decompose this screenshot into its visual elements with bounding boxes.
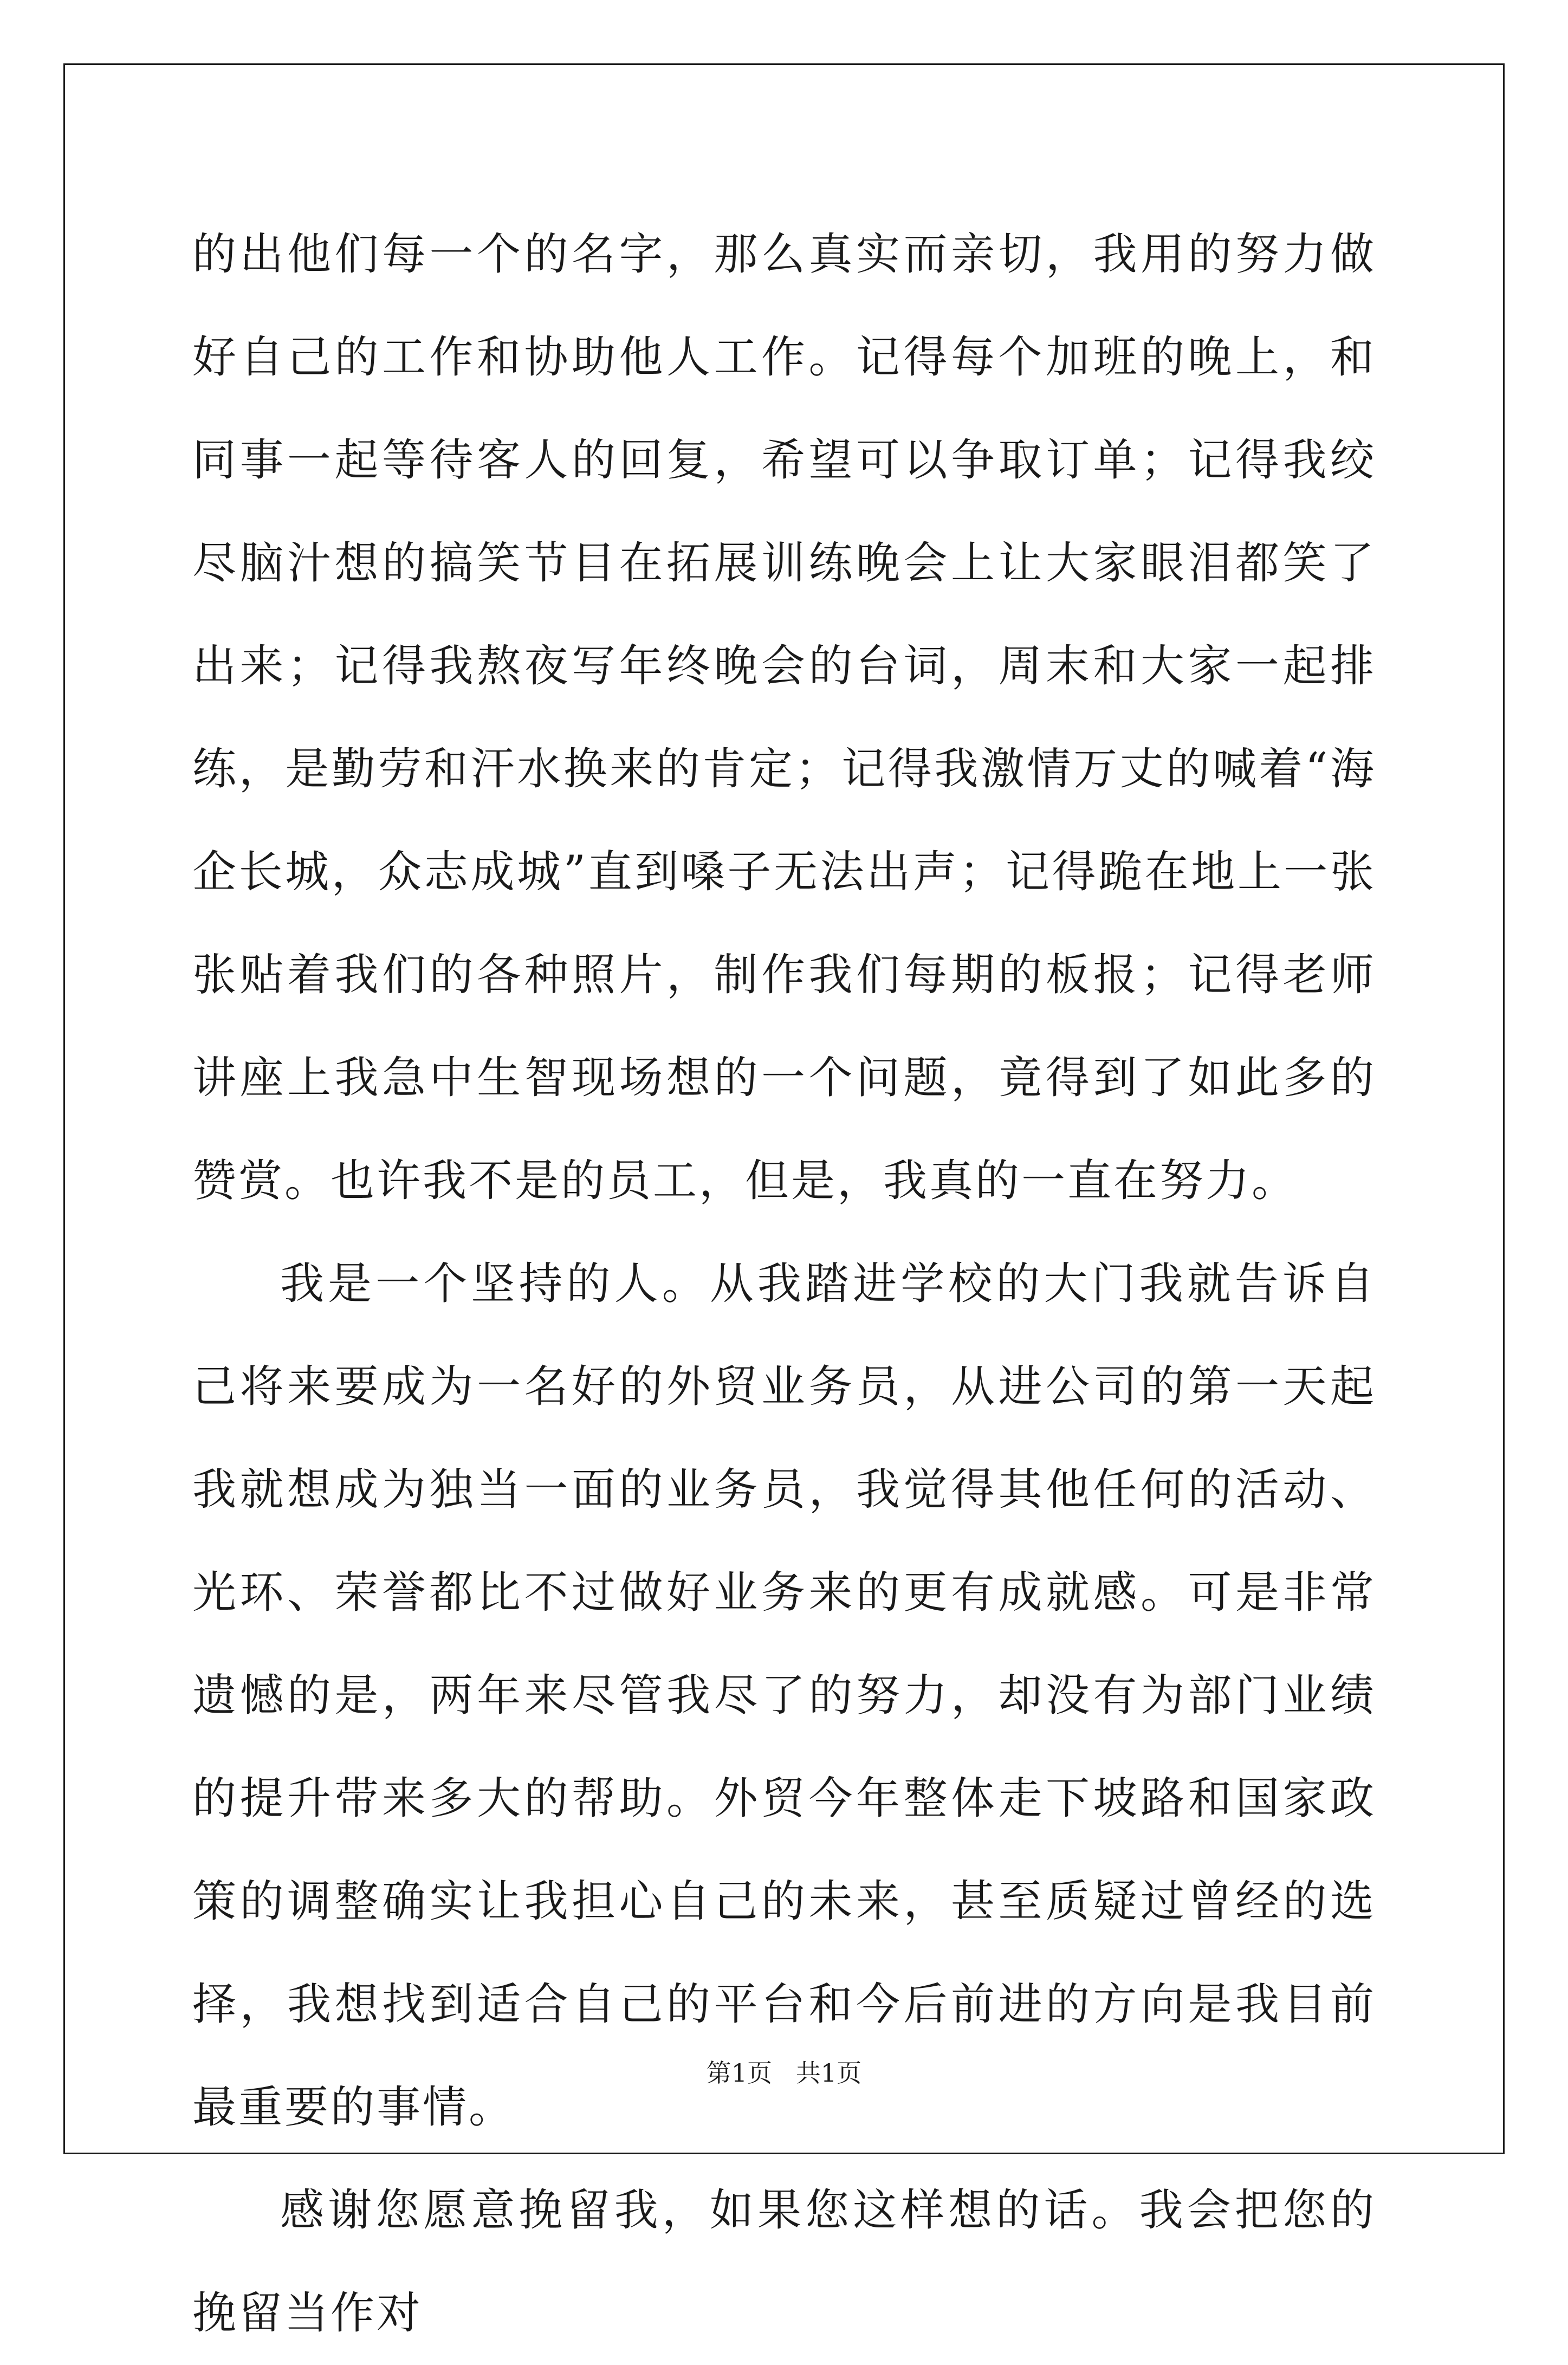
page-footer	[0, 2053, 1568, 2089]
document-body	[192, 203, 1376, 2365]
page-number-indicator: 第1页 共1页	[706, 2058, 862, 2088]
paragraph-1: 的出他们每一个的名字，那么真实而亲切，我用的努力做好自己的工作和协助他人工作。记得每个加班的晚上，和同事一起等待客人的回复，希望可以争取订单；记得我绞尽脑汁想的搞笑节目在拓展训练晚会上让大家眼泪都笑了出来；记得我熬夜写年终晚会的台词，周末和大家一起排练，是勤劳和汗水换来的肯定；记得我激情万丈的喊着“海企长城，众志成城”直到嗓子无法出声；记得跪在地上一张张贴着我们的各种照片，制作我们每期的板报；记得老师讲座上我急中生智现场想的一个问题，竟得到了如此多的赞赏。也许我不是的员工，但是，我真的一直在努力。	[192, 229, 1376, 1207]
paragraph-3: 感谢您愿意挽留我，如果您这样想的话。我会把您的挽留当作对	[192, 2185, 1376, 2339]
paragraph-2: 我是一个坚持的人。从我踏进学校的大门我就告诉自己将来要成为一名好的外贸业务员，从进公司的第一天起我就想成为独当一面的业务员，我觉得其他任何的活动、光环、荣誉都比不过做好业务来的更有成就感。可是非常遗憾的是，两年来尽管我尽了的努力，却没有为部门业绩的提升带来多大的帮助。外贸今年整体走下坡路和国家政策的调整确实让我担心自己的未来，甚至质疑过曾经的选择，我想找到适合自己的平台和今后前进的方向是我目前最重要的事情。	[192, 1259, 1376, 2133]
